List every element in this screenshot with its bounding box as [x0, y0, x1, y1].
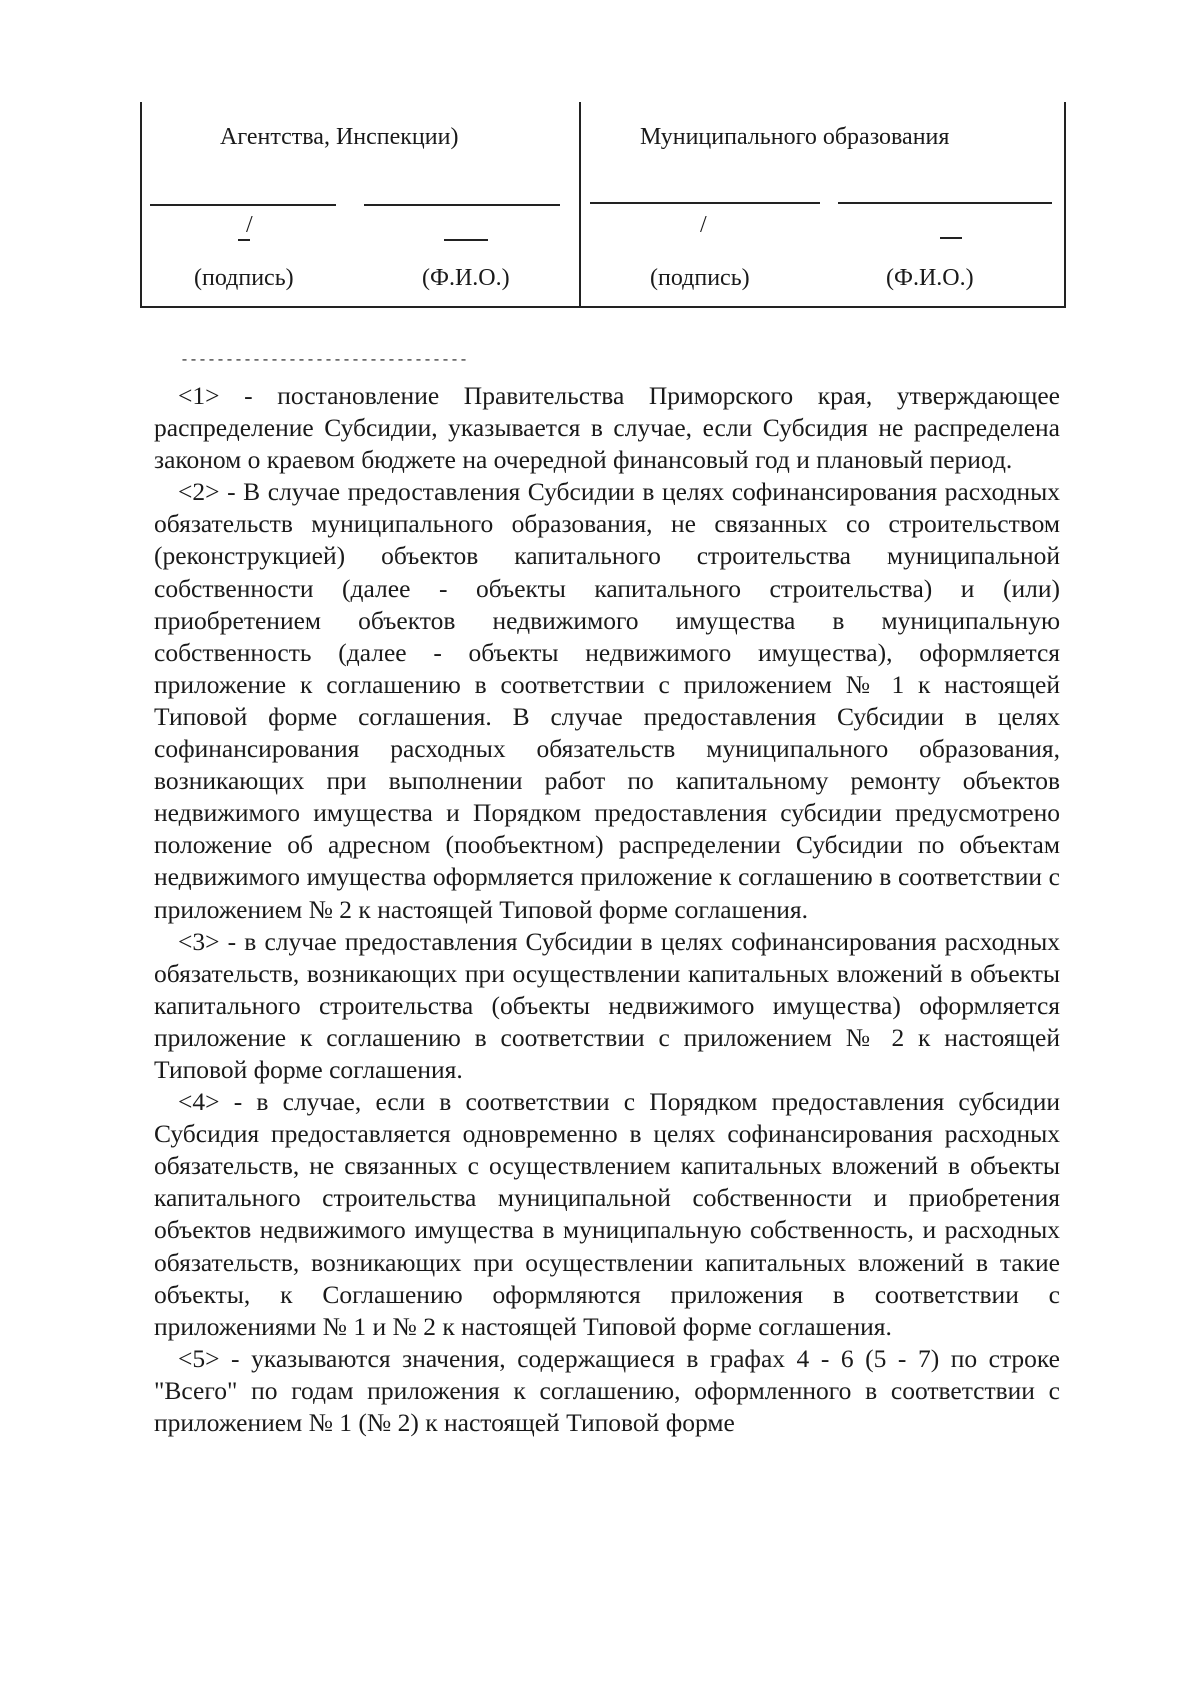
- right-name-label: (Ф.И.О.): [886, 265, 974, 291]
- right-column-header: Муниципального образования: [640, 124, 950, 150]
- table-divider: [579, 102, 581, 306]
- signature-table: [140, 102, 1066, 308]
- footnote-3: <3> - в случае предоставления Субсидии в целях софинансирования расходных обязательств, возникающих при осуществлении капитальных вложений в объекты капитального строительства (объекты недвижимого имущества) оформляется приложение к соглашению в соответствии с приложением № 2 к настоящей Типовой форме соглашения.: [154, 926, 1060, 1084]
- footnote-separator: --------------------------------: [180, 352, 469, 369]
- footnote-5: <5> - указываются значения, содержащиеся в графах 4 - 6 (5 - 7) по строке "Всего" по годам приложения к соглашению, оформленного в соответствии с приложением № 1 (№ 2) к настоящей Типовой форме: [154, 1343, 1060, 1437]
- left-slash: /: [246, 212, 253, 238]
- right-slash: /: [700, 212, 707, 238]
- right-signature-label: (подпись): [650, 265, 750, 291]
- footnotes: [154, 380, 1060, 1439]
- right-name-dash: [940, 237, 962, 239]
- left-signature-line: [150, 204, 336, 206]
- footnote-4: <4> - в случае, если в соответствии с Порядком предоставления субсидии Субсидия предоставляется одновременно в целях софинансирования расходных обязательств, не связанных с осуществлением капитальных вложений в объекты капитального строительства муниципальной собственности и приобретения объектов недвижимого имущества в муниципальную собственность, и расходных обязательств, возникающих при осуществлении капитальных вложений в такие объекты, к Соглашению оформляются приложения в соответствии с приложениями № 1 и № 2 к настоящей Типовой форме соглашения.: [154, 1087, 1060, 1341]
- left-name-label: (Ф.И.О.): [422, 265, 510, 291]
- left-name-dash: [444, 239, 488, 241]
- left-column-header: Агентства, Инспекции): [220, 124, 459, 150]
- footnote-1: <1> - постановление Правительства Приморского края, утверждающее распределение Субсидии, указывается в случае, если Субсидия не распределена законом о краевом бюджете на очередной финансовый год и плановый период.: [154, 381, 1060, 475]
- left-slash-underline: [238, 239, 250, 241]
- right-name-line: [838, 202, 1052, 204]
- footnote-2: <2> - В случае предоставления Субсидии в целях софинансирования расходных обязательств муниципального образования, не связанных со строительством (реконструкцией) объектов капитального строительства муниципальной собственности (далее - объекты капитального строительства) и (или) приобретением объектов недвижимого имущества в муниципальную собственность (далее - объекты недвижимого имущества), оформляется приложение к соглашению в соответствии с приложением № 1 к настоящей Типовой форме соглашения. В случае предоставления Субсидии в целях софинансирования расходных обязательств муниципального образования, возникающих при выполнении работ по капитальному ремонту объектов недвижимого имущества и Порядком предоставления субсидии предусмотрено положение об адресном (пообъектном) распределении Субсидии по объектам недвижимого имущества оформляется приложение к соглашению в соответствии с приложением № 2 к настоящей Типовой форме соглашения.: [154, 477, 1060, 924]
- left-name-line: [364, 204, 560, 206]
- left-signature-label: (подпись): [194, 265, 294, 291]
- right-signature-line: [590, 202, 820, 204]
